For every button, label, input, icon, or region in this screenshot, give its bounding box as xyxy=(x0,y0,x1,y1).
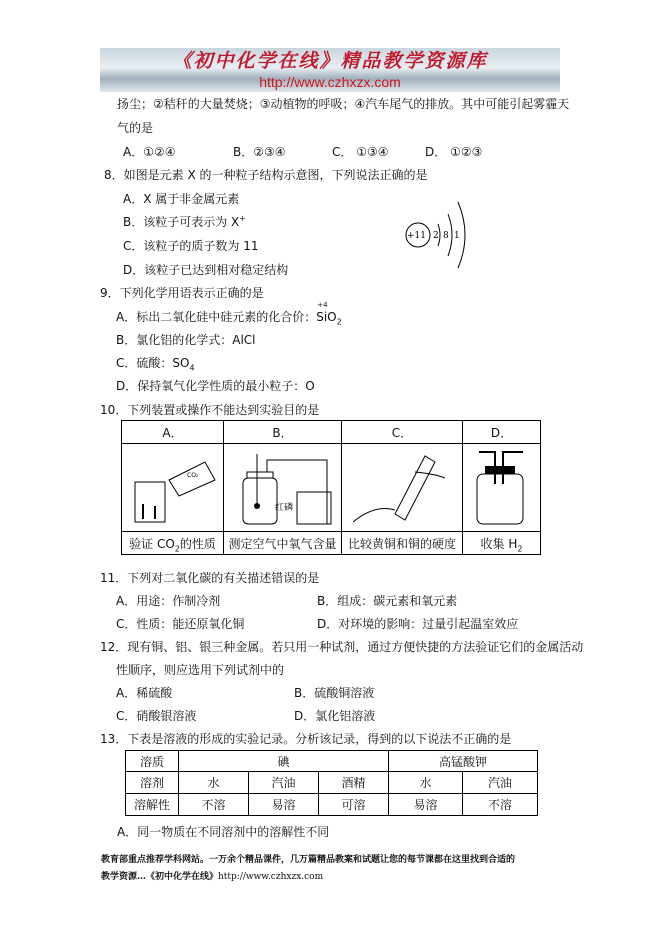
q13-option-a: A．同一物质在不同溶剂中的溶解性不同 xyxy=(117,825,330,839)
q8-option-d: D．该粒子已达到相对稳定结构 xyxy=(123,263,289,277)
q10-stem: 10．下列装置或操作不能达到实验目的是 xyxy=(100,403,320,417)
solubility-cell: 可溶 xyxy=(319,794,389,816)
banner-title: 《初中化学在线》精品教学资源库 xyxy=(172,50,488,72)
q9-stem: 9．下列化学用语表示正确的是 xyxy=(100,286,264,300)
row-header: 溶解性 xyxy=(126,794,179,816)
shell-3-count: 1 xyxy=(454,231,460,241)
solvent-cell: 汽油 xyxy=(249,772,319,794)
phosphorus-label: 红磷 xyxy=(274,503,293,513)
q7-option-c: C． ①③④ xyxy=(332,145,389,159)
q13-stem: 13．下表是溶液的形成的实验记录。分析该记录，得到的以下说法不正确的是 xyxy=(100,732,512,746)
caption-text: 收集 H xyxy=(480,536,518,551)
solvent-cell: 酒精 xyxy=(319,772,389,794)
image-b xyxy=(224,444,342,532)
row-header: 溶质 xyxy=(126,751,179,772)
q11-option-a: A．用途：作制冷剂 xyxy=(116,594,221,608)
q12-option-b: B．硫酸铜溶液 xyxy=(294,686,375,700)
q12-text: 性顺序，则应选用下列试剂中的 xyxy=(116,663,285,677)
q9-option-c-text: C．硫酸：SO xyxy=(116,356,190,370)
q12-option-d: D．氯化铝溶液 xyxy=(294,709,376,723)
solubility-cell: 不溶 xyxy=(463,794,538,816)
footer-text xyxy=(101,869,323,885)
solubility-cell: 不溶 xyxy=(179,794,249,816)
q7-option-a: A．①②④ xyxy=(123,145,176,159)
q9-option-d: D．保持氧气化学性质的最小粒子：O xyxy=(116,379,315,393)
q8-option-c: C．该粒子的质子数为 11 xyxy=(123,239,259,253)
caption-text: 的性质 xyxy=(179,536,216,551)
q7-option-b: B．②③④ xyxy=(233,145,286,159)
caption-b: 测定空气中氧气含量 xyxy=(224,532,342,555)
solvent-cell: 水 xyxy=(179,772,249,794)
hardness-comparison-illustration xyxy=(345,444,459,528)
q9-option-a xyxy=(116,301,342,327)
q12-text: 12．现有铜、铝、银三种金属。若只用一种试剂，通过方便快捷的方法验证它们的金属活动 xyxy=(100,640,584,654)
q9-option-a-text: A．标出二氧化硅中硅元素的化合价： xyxy=(116,310,317,324)
q12-option-c: C．硝酸银溶液 xyxy=(116,709,197,723)
valence-mark: +4 xyxy=(317,301,328,309)
footer-url[interactable]: http://www.czhxzx.com xyxy=(218,872,324,882)
q9-option-b: B．氯化铝的化学式：AlCl xyxy=(116,333,256,347)
subscript: 2 xyxy=(336,317,342,327)
solute-iodine: 碘 xyxy=(179,751,389,772)
solute-kmno4: 高锰酸钾 xyxy=(389,751,538,772)
shell-2-count: 8 xyxy=(443,231,449,241)
solubility-cell: 易溶 xyxy=(249,794,319,816)
image-c xyxy=(342,444,463,532)
q8-stem: 8．如图是元素 X 的一种粒子结构示意图，下列说法正确的是 xyxy=(104,168,428,182)
header-c: C． xyxy=(342,421,463,444)
q8-option-b-text: B．该粒子可表示为 X xyxy=(123,215,240,229)
banner-url: http://www.czhxzx.com xyxy=(259,74,401,90)
row-header: 溶剂 xyxy=(126,772,179,794)
q11-option-d: D．对环境的影响：过量引起温室效应 xyxy=(317,617,519,631)
footer-text: 教育部重点推荐学科网站。一万余个精品课件，几万篇精品教案和试题让您的每节课都在这里找到合适的 xyxy=(101,855,516,865)
q9-option-c xyxy=(116,355,195,371)
q7-text: 扬尘；②秸秆的大量焚烧；③动植物的呼吸；④汽车尾气的排放。其中可能引起雾霾天 xyxy=(117,97,570,111)
solvent-cell: 水 xyxy=(389,772,463,794)
image-a xyxy=(122,444,224,532)
co2-label: CO₂ xyxy=(186,472,198,479)
q7-text: 气的是 xyxy=(117,121,154,135)
caption-a xyxy=(122,532,224,555)
q11-stem: 11．下列对二氧化碳的有关描述错误的是 xyxy=(100,571,320,585)
co2-pouring-illustration xyxy=(125,444,221,528)
caption-text: 验证 CO xyxy=(129,536,175,551)
q8-option-b xyxy=(123,214,246,230)
image-d xyxy=(463,444,541,532)
charge-sup: + xyxy=(239,214,246,223)
q8-option-a: A．X 属于非金属元素 xyxy=(123,192,240,206)
header-d: D． xyxy=(463,421,541,444)
gas-bottle-illustration xyxy=(467,444,537,528)
q13-table xyxy=(125,750,538,816)
solvent-cell: 汽油 xyxy=(463,772,538,794)
subscript: 2 xyxy=(517,543,523,553)
q11-option-b: B．组成：碳元素和氧元素 xyxy=(317,594,458,608)
q12-option-a: A．稀硫酸 xyxy=(116,686,173,700)
caption-c: 比较黄铜和铜的硬度 xyxy=(342,532,463,555)
header-banner xyxy=(100,48,560,92)
oxygen-content-apparatus xyxy=(227,444,339,528)
shell-1-count: 2 xyxy=(433,231,439,241)
subscript: 2 xyxy=(174,543,180,553)
header-b: B． xyxy=(224,421,342,444)
q11-option-c: C．性质：能还原氧化铜 xyxy=(116,617,245,631)
footer-text-2: 教学资源…《初中化学在线》 xyxy=(101,872,219,882)
atom-structure-diagram xyxy=(404,196,484,274)
q7-option-d: D． ①②③ xyxy=(425,145,483,159)
subscript: 4 xyxy=(189,363,195,373)
caption-d xyxy=(463,532,541,555)
q10-table xyxy=(121,420,541,555)
solubility-cell: 易溶 xyxy=(389,794,463,816)
formula: SiO xyxy=(316,310,337,324)
header-a: A． xyxy=(122,421,224,444)
nucleus-label: +11 xyxy=(407,231,426,241)
